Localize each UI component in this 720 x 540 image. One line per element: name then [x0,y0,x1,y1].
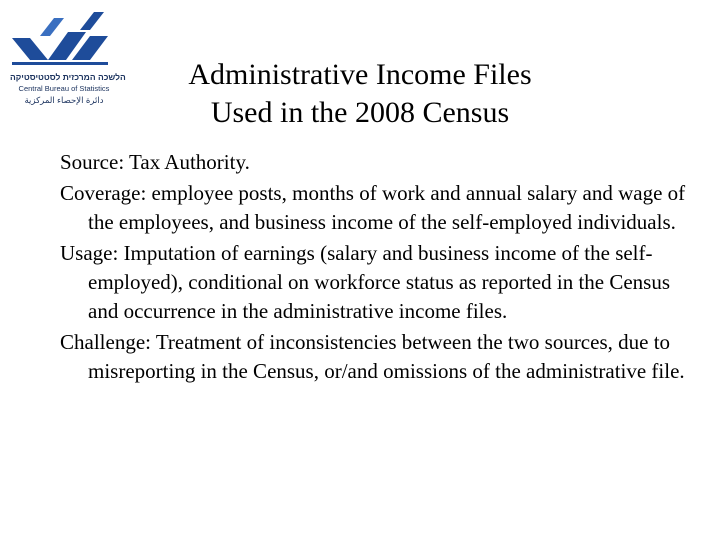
title-line-2: Used in the 2008 Census [210,96,510,129]
usage-paragraph: Usage: Imputation of earnings (salary and business income of the self-employed), conditional on workforce status as reported in the Census and occurrence in the administrative income files. [60,241,671,323]
cbs-logo-icon [10,10,118,70]
logo-english-text: Central Bureau of Statistics [18,84,110,93]
slide-body [60,148,700,388]
challenge-paragraph: Challenge: Treatment of inconsistencies between the two sources, due to misreporting in the Census, or/and omissions of the administrative file. [60,330,685,383]
title-line-1: Administrative Income Files [188,58,532,91]
logo-hebrew-text: הלשכה המרכזית לסטטיסטיקה [10,72,126,82]
logo-arabic-text: دائرة الإحصاء المركزية [24,95,104,105]
source-paragraph: Source: Tax Authority. [60,150,250,174]
cbs-logo [10,10,126,110]
coverage-paragraph: Coverage: employee posts, months of work and annual salary and wage of the employees, and business income of the self-employed individuals. [60,181,686,234]
slide-title [150,56,570,132]
